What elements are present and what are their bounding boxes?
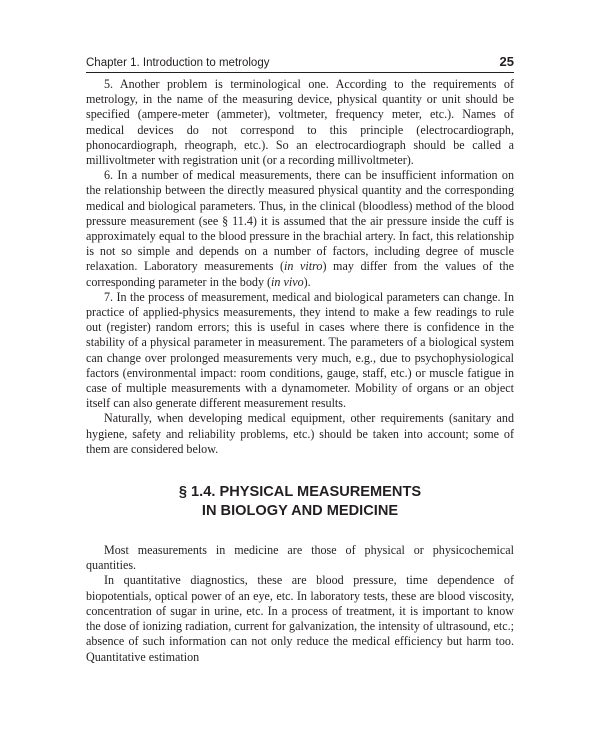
paragraph-item-6-text-b: ) may differ from the values of the corresponding parameter in the body (	[86, 259, 514, 289]
chapter-title: Chapter 1. Introduction to metrology	[86, 57, 270, 69]
body-text	[86, 77, 514, 665]
in-vivo-term: in vivo	[271, 274, 304, 289]
paragraph-item-5: 5. Another problem is terminological one. According to the requirements of metrology, in the name of the measuring device, physical quantity or unit should be specified (ampere-meter (ammeter), voltmeter, frequency meter, etc.). Names of medical devices do not correspond to this principle (electrocardiograph, phonocardiograph, rheograph, etc.). So an electrocardiograph should be called a millivoltmeter with registration unit (or a recording millivoltmeter).	[86, 77, 514, 168]
paragraph-item-6-text-a: 6. In a number of medical measurements, there can be insufficient information on the relationship between the directly measured physical quantity and the corresponding medical and biological parameters. Thus, in the clinical (bloodless) method of the blood pressure measurement (see § 11.4) it is assumed that the air pressure inside the cuff is approximately equal to the blood pressure in the brachial artery. In fact, this relationship is not so simple and depends on a number of factors, including degree of muscle relaxation. Laboratory measurements (	[86, 168, 514, 274]
page-number: 25	[499, 54, 514, 69]
in-vitro-term: in vitro	[284, 259, 323, 274]
section-heading-line-1: § 1.4. PHYSICAL MEASUREMENTS	[178, 484, 422, 501]
book-page	[86, 54, 514, 665]
paragraph-quantitative-diagnostics: In quantitative diagnostics, these are blood pressure, time dependence of biopotentials, optical power of an eye, etc. In laboratory tests, these are blood viscosity, concentration of sugar in urine, etc. In a process of treatment, it is important to know the dose of ionizing radiation, current for galvanization, the intensity of ultrasound, etc.; absence of such information can not only reduce the medical efficiency but harm too. Quantitative estimation	[86, 573, 514, 664]
section-heading	[86, 483, 514, 521]
paragraph-physical-quantities: Most measurements in medicine are those of physical or physicochemical quantities.	[86, 543, 514, 573]
running-header	[86, 54, 514, 73]
paragraph-item-6	[86, 168, 514, 290]
section-heading-line-2: IN BIOLOGY AND MEDICINE	[201, 503, 399, 520]
paragraph-item-7: 7. In the process of measurement, medical and biological parameters can change. In practice of applied-physics measurements, they intend to make a few readings to rule out (register) random errors; this is useful in cases where there is confidence in the stability of a physical parameter in measurement. The parameters of a biological system can change over prolonged measurements very much, e.g., due to psychophysiological factors (environmental impact: room conditions, gauge, staff, etc.) or muscle fatigue in case of multiple measurements with a dynamometer. Mobility of organs or an object itself can also generate different measurement results.	[86, 289, 514, 411]
paragraph-item-6-text-c: ).	[303, 274, 311, 289]
paragraph-requirements: Naturally, when developing medical equipment, other requirements (sanitary and hygiene, safety and reliability problems, etc.) should be taken into account; some of them are considered below.	[86, 411, 514, 456]
